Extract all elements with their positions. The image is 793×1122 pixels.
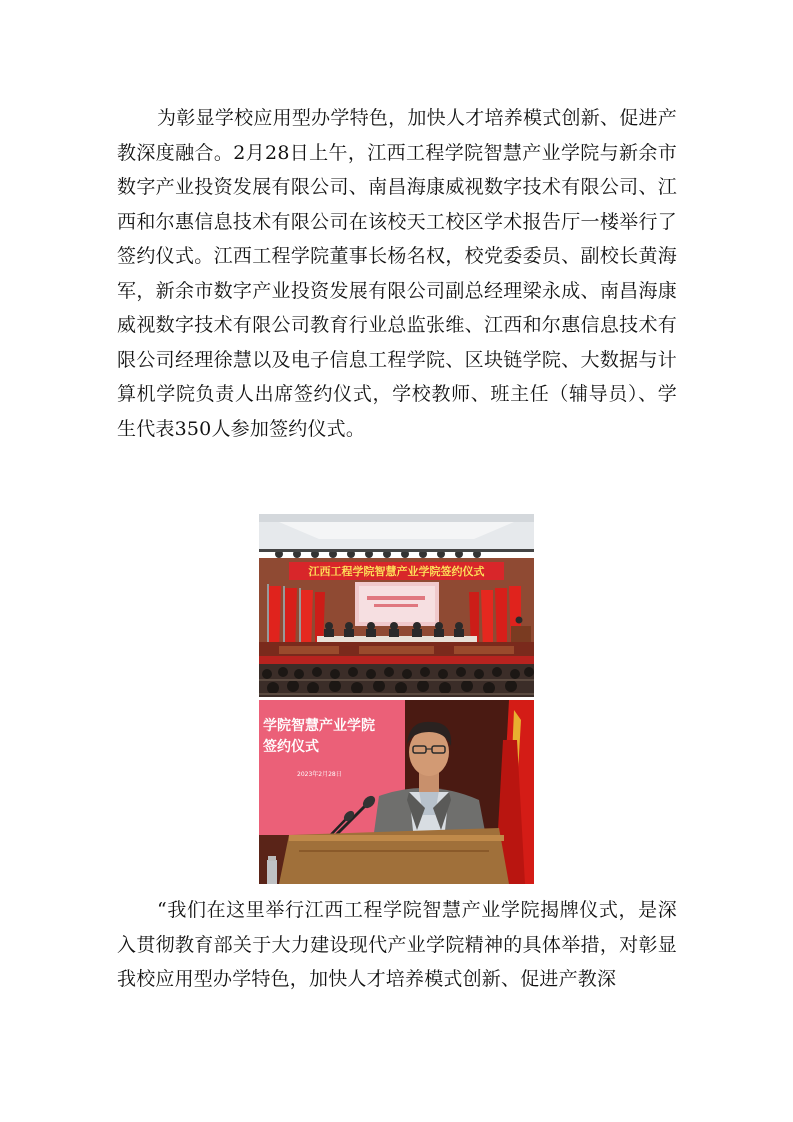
screen-title-line: 学院智慧产业学院 — [263, 718, 375, 734]
ceremony-hall-photo — [259, 514, 534, 697]
paragraph-quote: “我们在这里举行江西工程学院智慧产业学院揭牌仪式，是深入贯彻教育部关于大力建设现代产业学院精神的具体举措，对彰显我校应用型办学特色，加快人才培养模式创新、促进产教深 — [117, 899, 677, 990]
screen-subtitle-line: 签约仪式 — [263, 739, 319, 755]
screen-date: 2023年2月28日 — [297, 771, 342, 778]
paragraph-intro: 为彰显学校应用型办学特色，加快人才培养模式创新、促进产教深度融合。2月28日上午，江西工程学院智慧产业学院与新余市数字产业投资发展有限公司、南昌海康威视数字技术有限公司、江西和尔惠信息技术有限公司在该校天工校区学术报告厅一楼举行了签约仪式。江西工程学院董事长杨名权，校党委委员、副校长黄海军，新余市数字产业投资发展有限公司副总经理梁永成、南昌海康威视数字技术有限公司教育行业总监张维、江西和尔惠信息技术有限公司经理徐慧以及电子信息工程学院、区块链学院、大数据与计算机学院负责人出席签约仪式，学校教师、班主任（辅导员）、学生代表350人参加签约仪式。 — [117, 107, 677, 440]
banner-text: 江西工程学院智慧产业学院签约仪式 — [308, 565, 485, 578]
speaker-photo — [259, 700, 534, 884]
